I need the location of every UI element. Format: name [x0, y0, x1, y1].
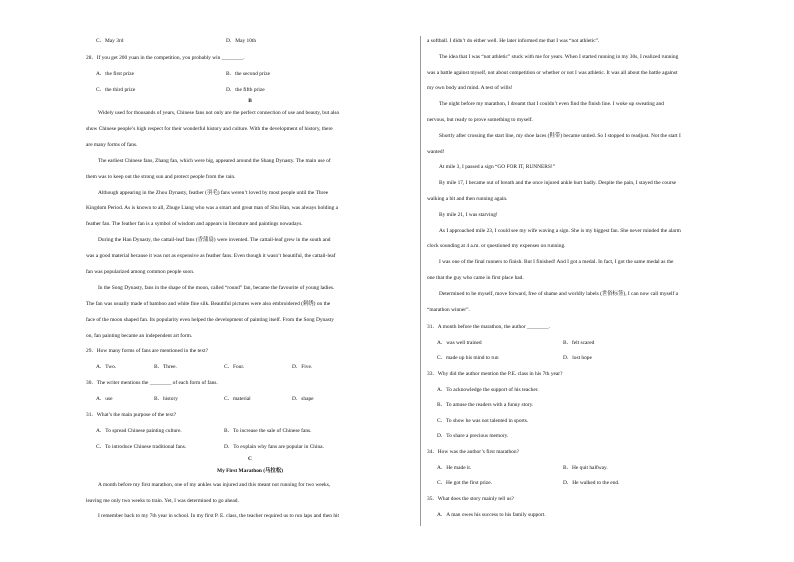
q30-option-b: B．history [154, 396, 178, 402]
text-line: was a good material because it was not as expensive as feather fans. Even though it wasn’t beautiful, the cattail-leaf [86, 253, 336, 260]
text-line: Although appearing in the Zhou Dynasty, feather (羽毛) fans weren’t loved by most people until the Three [98, 189, 329, 196]
q29-stem: 29．How many forms of fans are mentioned in the text? [86, 348, 209, 354]
q28-option-d: D．the fifth prize [226, 87, 265, 93]
q28-option-c: C．the third prize [96, 87, 136, 93]
q34-stem: 34．How was the author’s first marathon? [427, 449, 519, 455]
text-line: In the Song Dynasty, fans in the shape of the moon, called “round” fan, became the favourite of young ladies. [98, 284, 335, 291]
text-line: one that the guy who came in first place had. [427, 275, 524, 281]
column-divider [420, 36, 421, 526]
q29-option-d: D．Five. [292, 364, 313, 370]
text-line: Determined to be myself, move forward, free of shame and worldly labels (世俗标签), I can now call myself a [439, 290, 679, 297]
passage-c-title: My First Marathon (马拉松) [216, 468, 284, 474]
q28-option-a: A．the first prize [96, 71, 135, 77]
text-line: A month before my first marathon, one of my ankles was injured and this meant not running for two weeks, [98, 482, 331, 488]
text-line: Shortly after crossing the start line, my shoe laces (鞋带) became untied. So I stopped to readjust. Not the start I [439, 132, 681, 139]
q31b-option-b: B．felt scared [563, 340, 595, 346]
q28-option-b: B．the second prize [226, 71, 271, 77]
q30-option-d: D．shape [292, 396, 314, 402]
text-line: “marathon winner”. [427, 306, 470, 313]
q31b-option-a: A．was well trained [437, 340, 482, 346]
text-line: face of the moon shaped fan. Its popularity even helped the development of painting itself. From the Song Dynasty [86, 316, 334, 323]
q33-option-c: C．To show he was not talented in sports. [437, 418, 529, 424]
text-line: walking a bit and then running again. [427, 196, 508, 202]
q29-option-b: B．Three. [154, 364, 177, 370]
text-line: I was one of the final runners to finish. But I finished! And I got a medal. In fact, I got the same medal as the [439, 259, 674, 266]
q33-option-a: A．To acknowledge the support of his teacher. [437, 387, 539, 393]
text-line: are many forms of fans. [86, 141, 138, 148]
text-line: By mile 21, I was starving! [439, 211, 498, 218]
q33-option-d: D．To share a precious memory. [437, 433, 509, 439]
q33-option-b: B．To amuse the readers with a funny story. [437, 402, 534, 408]
text-line: The night before my marathon, I dreamt that I couldn’t even find the finish line. I woke up sweating and [439, 101, 664, 108]
q31a-option-c: C．To introduce Chinese traditional fans. [96, 444, 187, 450]
text-line: nervous, but ready to prove something to myself. [427, 117, 533, 123]
q34-option-c: C．He got the first prize. [437, 480, 492, 486]
q35-option-a: A．A man owes his success to his family support. [437, 512, 546, 518]
q34-option-b: B．He quit halfway. [563, 465, 608, 471]
q28-stem: 28．If you get 200 yuan in the competition, you probably win ________. [86, 55, 245, 61]
q33-stem: 33．Why did the author mention the P.E. class in his 7th year? [427, 371, 563, 377]
text-line: During the Han Dynasty, the cattail-leaf fans (香蒲扇) were invented. The cattail-leaf grew in the south and [98, 237, 331, 244]
q29-option-a: A．Two. [96, 364, 117, 370]
text-line: fan was popularized among common people soon. [86, 269, 195, 275]
q27-option-d: D．May 10th [226, 38, 257, 44]
q31a-stem: 31．What’s the main purpose of the text? [86, 412, 177, 418]
q30-option-a: A．use [96, 396, 113, 402]
text-line: wanted! [427, 148, 445, 155]
text-line: them was to keep out the strong sun and protect people from the rain. [86, 173, 236, 180]
text-line: clock sounding at 4 a.m. or questioned my expenses on running. [427, 243, 566, 250]
text-line: The fan was usually made of bamboo and white fine silk. Beautiful pictures were also embroidered (刺绣) on the [86, 300, 331, 307]
text-line: feather fan. The feather fan is a symbol of wisdom and appears in literature and paintings nowadays. [86, 221, 303, 228]
q30-option-c: C．material [224, 396, 251, 402]
text-line: on, fan painting became an independent art form. [86, 332, 193, 339]
q31a-option-a: A．To spread Chinese painting culture. [96, 428, 182, 434]
q31a-option-b: B．To increase the sale of Chinese fans. [224, 428, 312, 434]
text-line: leaving me only two weeks to train. Yet, I was determined to go ahead. [86, 497, 239, 504]
text-line: The idea that I was “not athletic” stuck with me for years. When I started running in my 30s, I realized running [439, 53, 679, 60]
text-line: At mile 3, I passed a sign “GO FOR IT, RUNNERS!” [439, 164, 556, 171]
q31b-stem: 31．A month before the marathon, the author ________. [427, 324, 550, 330]
q29-option-c: C．Four. [224, 364, 245, 370]
text-line: was a battle against myself, not about competition or whether or not I was athletic. It was all about the battle against [427, 69, 678, 76]
section-b-heading: B [248, 98, 252, 104]
text-line: Widely used for thousands of years, Chinese fans not only are the perfect connection of use and beauty, but also [98, 110, 340, 116]
q27-option-c: C．May 3rd [96, 38, 124, 44]
text-line: a softball. I didn’t do either well. He later informed me that I was “not athletic”. [427, 38, 600, 44]
text-line: I remember back to my 7th year in school. In my first P. E. class, the teacher required us to run laps and then hit [98, 513, 340, 520]
text-line: Kingdom Period. As is known to all, Zhuge Liang who was a smart and great man of Shu Han, was always holding a [86, 205, 338, 212]
q31a-option-d: D．To explain why fans are popular in China. [224, 444, 324, 450]
q34-option-a: A．He made it. [437, 465, 472, 471]
q35-stem: 35．What does the story mainly tell us? [427, 496, 514, 502]
text-line: As I approached mile 23, I could see my wife waving a sign. She is my biggest fan. She never minded the alarm [439, 227, 681, 234]
q31b-option-c: C．made up his mind to run [437, 355, 499, 361]
q31b-option-d: D．lost hope [563, 355, 592, 361]
text-line: The earliest Chinese fans, Zhang fan, which were big, appeared around the Shang Dynasty. The main use of [98, 157, 331, 164]
text-line: my own body and mind. A test of wills! [427, 85, 513, 92]
q34-option-d: D．He walked to the end. [563, 480, 620, 486]
section-c-heading: C [248, 456, 252, 462]
text-line: By mile 17, I became out of breath and the once injured ankle hurt badly. Despite the pain, I stayed the course [439, 180, 677, 187]
q30-stem: 30．The writer mentions the ________ of each form of fans. [86, 380, 218, 386]
text-line: show Chinese people’s high respect for their wonderful history and culture. With the development of history, there [86, 125, 333, 132]
